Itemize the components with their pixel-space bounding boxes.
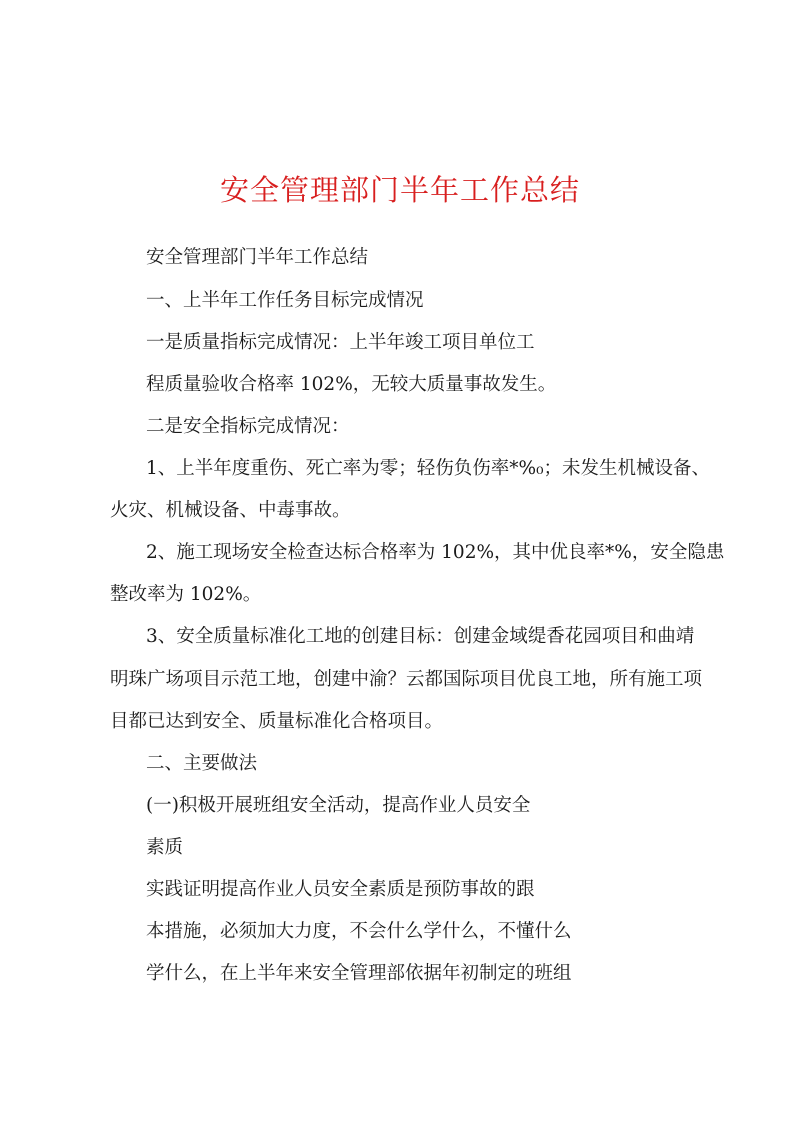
paragraph-line: 2、施工现场安全检查达标合格率为 102%，其中优良率*%，安全隐患: [146, 542, 725, 563]
document-title: 安全管理部门半年工作总结: [219, 173, 580, 207]
paragraph-line: 实践证明提高作业人员安全素质是预防事故的跟: [146, 879, 535, 900]
paragraph-line: 安全管理部门半年工作总结: [146, 247, 369, 268]
paragraph-line: 二、主要做法: [146, 753, 258, 774]
paragraph-line: 本措施，必须加大力度，不会什么学什么，不懂什么: [146, 921, 572, 942]
paragraph-line: 火灾、机械设备、中毒事故。: [110, 500, 351, 521]
paragraph-line: 一是质量指标完成情况：上半年竣工项目单位工: [146, 332, 535, 353]
paragraph-line: 整改率为 102%。: [110, 584, 262, 605]
paragraph-line: 1、上半年度重伤、死亡率为零；轻伤负伤率*%₀；未发生机械设备、: [146, 458, 711, 479]
paragraph-line: 学什么，在上半年来安全管理部依据年初制定的班组: [146, 963, 572, 984]
paragraph-line: 二是安全指标完成情况：: [146, 416, 350, 437]
paragraph-line: 目都已达到安全、质量标准化合格项目。: [110, 711, 444, 732]
paragraph-line: 明珠广场项目示范工地，创建中渝？云都国际项目优良工地，所有施工项: [110, 669, 703, 690]
paragraph-line: 一、上半年工作任务目标完成情况: [146, 290, 424, 311]
paragraph-line: 3、安全质量标准化工地的创建目标：创建金域缇香花园项目和曲靖: [146, 626, 695, 647]
paragraph-line: 程质量验收合格率 102%，无较大质量事故发生。: [146, 374, 557, 395]
paragraph-line: (一)积极开展班组安全活动，提高作业人员安全: [146, 795, 531, 816]
paragraph-line: 素质: [146, 837, 184, 858]
